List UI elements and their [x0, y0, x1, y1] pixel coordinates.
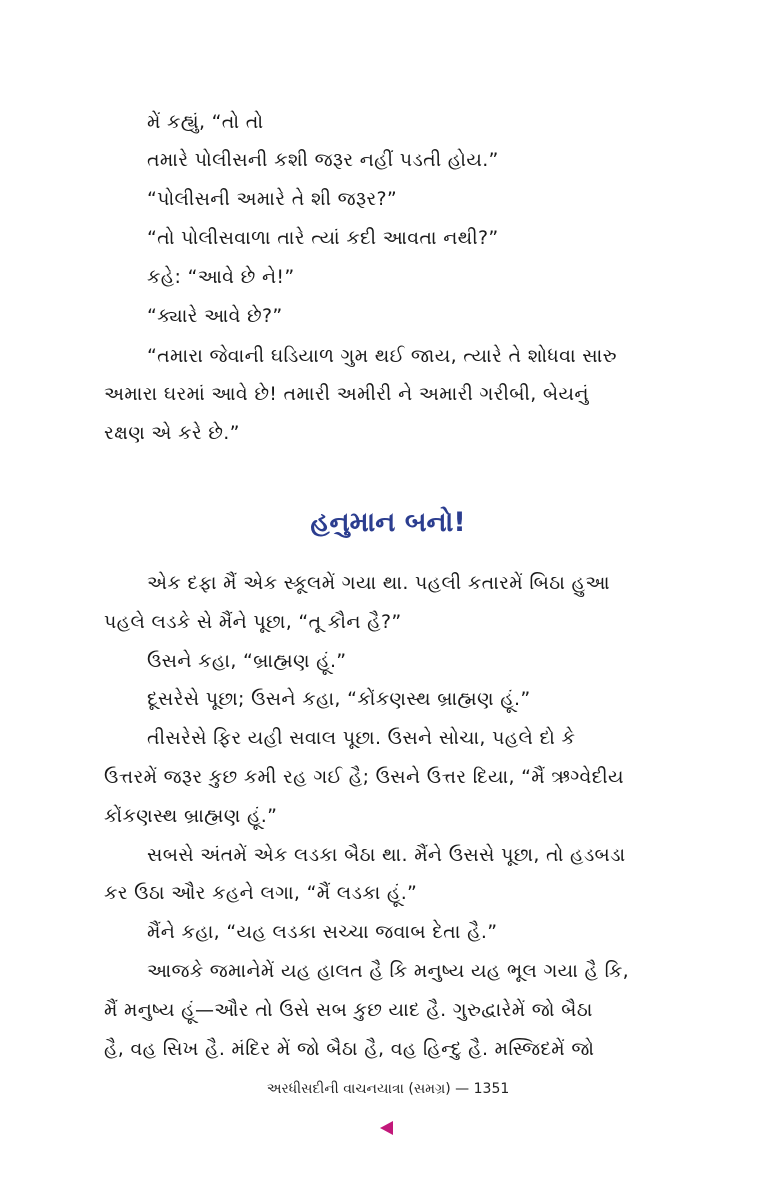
text-line: “પોલીસની અમારે તે શી જરૂર?”	[147, 188, 398, 210]
text-line: મેં કહ્યું, “તો તો	[147, 111, 264, 133]
text-line: કોંકણસ્થ બ્રાહ્મણ હૂં.”	[104, 805, 278, 827]
text-line: હૈ, વહ સિખ હૈ. મંદિર મેં જો બૈઠા હૈ, વહ હિન્દુ હૈ. મસ્જિદમેં જો	[104, 1038, 595, 1060]
text-line: ઉત્તરમેં જરૂર કુછ કમી રહ ગઈ હૈ; ઉસને ઉત્તર દિયા, “મૈં ઋગ્વેદીય	[104, 766, 624, 788]
left-triangle-icon	[380, 1121, 393, 1135]
text-line: તમારે પોલીસની કશી જરૂર નહીં પડતી હોય.”	[147, 149, 499, 171]
text-line: દૂસરેસે પૂછા; ઉસને કહા, “કોંકણસ્થ બ્રાહ્મણ હૂં.”	[147, 688, 531, 710]
text-line: પહલે લડકે સે મૈંને પૂછા, “તૂ કૌન હૈ?”	[104, 611, 402, 633]
text-line: તીસરેસે ફિર યહી સવાલ પૂછા. ઉસને સોચા, પહલે દો કે	[147, 727, 576, 749]
text-line: આજકે જમાનેમેં યહ હાલત હૈ કિ મનુષ્ય યહ ભૂલ ગયા હૈ કિ,	[147, 960, 629, 982]
text-line: “ક્યારે આવે છે?”	[147, 305, 283, 327]
text-line: “તમારા જેવાની ઘડિયાળ ગુમ થઈ જાય, ત્યારે તે શોધવા સારુ	[147, 345, 617, 367]
text-line: કર ઉઠા ઔર કહને લગા, “મૈં લડકા હૂં.”	[104, 882, 418, 904]
text-line: કહે: “આવે છે ને!”	[147, 266, 295, 288]
text-line: રક્ષણ એ કરે છે.”	[104, 422, 240, 444]
text-line: અમારા ઘરમાં આવે છે! તમારી અમીરી ને અમારી ગરીબી, બેયનું	[104, 383, 589, 405]
text-line: ઉસને કહા, “બ્રાહ્મણ હૂં.”	[147, 650, 347, 672]
text-line: સબસે અંતમેં એક લડકા બૈઠા થા. મૈંને ઉસસે પૂછા, તો હડબડા	[147, 844, 626, 866]
text-line: “તો પોલીસવાળા તારે ત્યાં કદી આવતા નથી?”	[147, 227, 499, 249]
text-line: મૈં મનુષ્ય હૂં—ઔર તો ઉસે સબ કુછ યાદ હૈ. ગુરુદ્વારેમેં જો બૈઠા	[104, 999, 593, 1021]
section-heading: હનુમાન બનો!	[310, 507, 466, 538]
text-line: મૈંને કહા, “યહ લડકા સચ્ચા જવાબ દેતા હૈ.”	[147, 921, 498, 943]
page-footer: અરધીસદીની વાચનયાત્રા (સમગ્ર) — 1351	[266, 1081, 510, 1097]
text-line: એક દફા મૈં એક સ્કૂલમેં ગયા થા. પહલી કતારમેં બિઠા હુઆ	[147, 572, 610, 594]
